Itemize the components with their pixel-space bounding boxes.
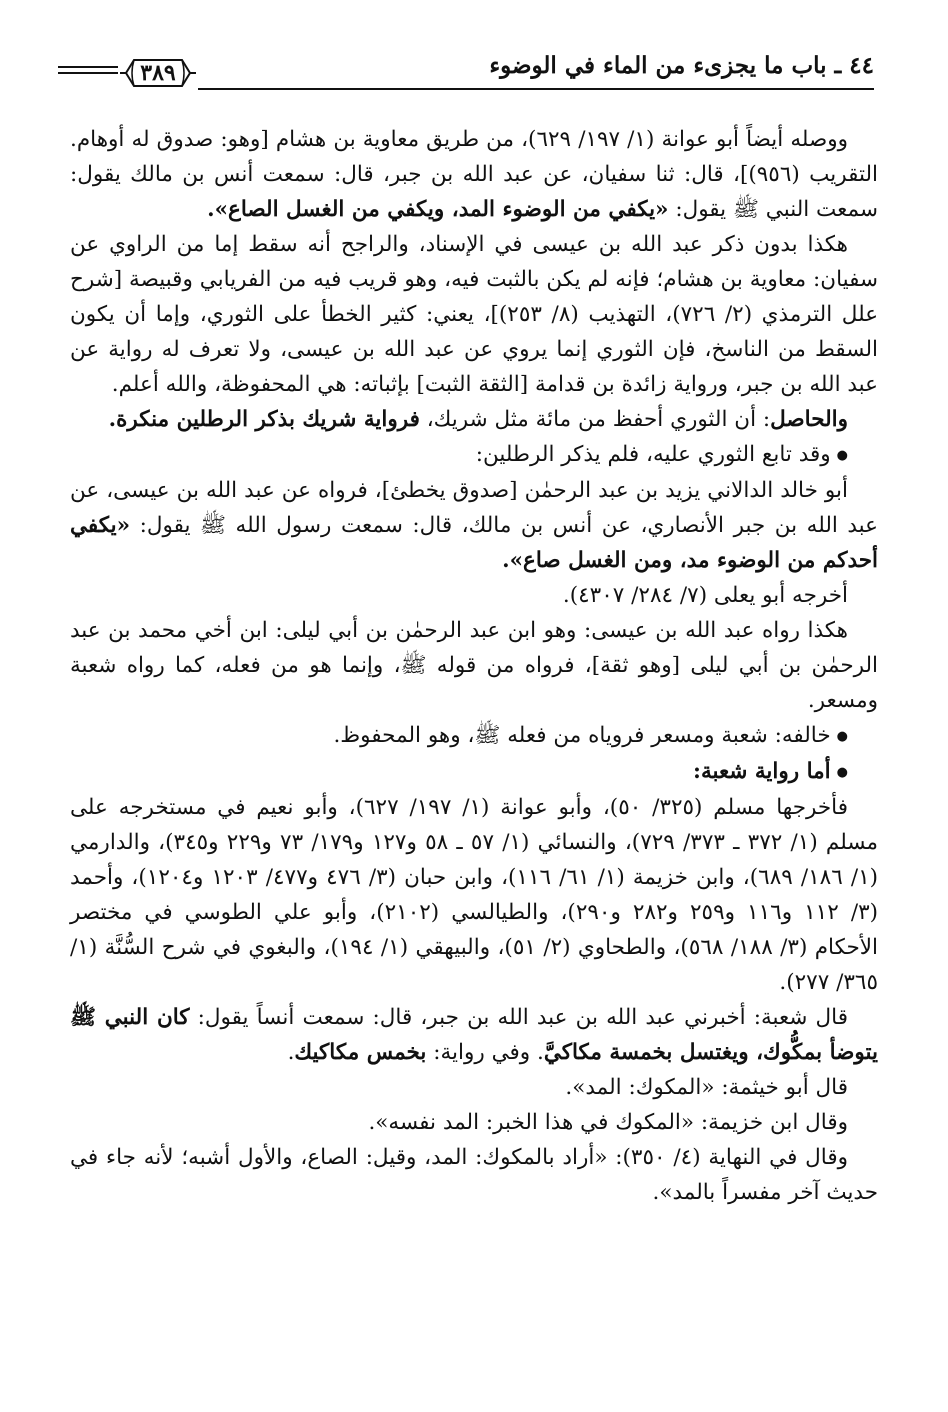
- paragraph: [70, 437, 878, 473]
- page-number: ٣٨٩: [140, 60, 176, 86]
- text-segment: هكذا بدون ذكر عبد الله بن عيسى في الإسناد، والراجح أنه سقط إما من الراوي عن سفيان: معاوية بن هشام؛ فإنه لم يكن بالثبت فيه، وهو قريب فيه من الفريابي وقبيصة [شرح علل الترمذي (٢/ ٧٢٦)، التهذيب (٨/ ٢٥٣)]، يعني: كثير الخطأ على الثوري، وإما أن يكون السقط من الناسخ، فإن الثوري إنما يروي عن عبد الله بن عيسى، ولا تعرف له رواية عن عبد الله بن جبر، ورواية زائدة بن قدامة [الثقة الثبت] بإثباته: هي المحفوظة، والله أعلم.: [70, 232, 879, 397]
- text-segment: .: [287, 1040, 295, 1065]
- text-segment: : أن الثوري أحفظ من مائة مثل شريك،: [419, 407, 771, 432]
- bold-text-segment: والحاصل: [770, 407, 848, 432]
- paragraph: [70, 227, 878, 402]
- chapter-title: ٤٤ ـ باب ما يجزىء من الماء في الوضوء: [489, 52, 874, 79]
- text-segment: أبو خالد الدالاني يزيد بن عبد الرحمٰن [صدوق يخطئ]، فرواه عن عبد الله بن عيسى، عن عبد الله بن جبر الأنصاري، عن أنس بن مالك، قال: سمعت رسول الله ﷺ يقول:: [70, 478, 878, 538]
- text-segment: قال شعبة: أخبرني عبد الله بن عبد الله بن جبر، قال: سمعت أنساً يقول:: [189, 1005, 848, 1030]
- paragraph: [70, 754, 878, 790]
- bold-text-segment: كان النبي ﷺ يتوضأ بمكُّوك، ويغتسل بخمسة مكاكيَّ: [70, 1005, 878, 1065]
- header-rule-left: [58, 66, 118, 68]
- page-number-ornament: [118, 54, 198, 92]
- body-text: [70, 122, 878, 1210]
- paragraph: [70, 790, 878, 1000]
- bold-text-segment: أما رواية شعبة:: [693, 759, 831, 784]
- text-segment: وقال في النهاية (٤/ ٣٥٠): «أراد بالمكوك: المد، وقيل: الصاع، والأول أشبه؛ لأنه جاء في حديث آخر مفسراً بالمد».: [70, 1145, 878, 1205]
- bold-text-segment: «يكفي أحدكم من الوضوء مد، ومن الغسل صاع».: [70, 513, 878, 573]
- paragraph: [70, 718, 878, 754]
- paragraph: [70, 613, 878, 718]
- paragraph: [70, 473, 878, 578]
- bullet-icon: ●: [836, 729, 848, 744]
- bold-text-segment: «يكفي من الوضوء المد، ويكفي من الغسل الصاع».: [207, 197, 669, 222]
- header-rule: [198, 88, 874, 90]
- running-header: [58, 48, 874, 94]
- text-segment: وقد تابع الثوري عليه، فلم يذكر الرطلين:: [475, 442, 831, 467]
- bullet-icon: ●: [836, 448, 848, 463]
- paragraph: [70, 1070, 878, 1105]
- header-rule-left-secondary: [58, 72, 118, 74]
- paragraph: [70, 122, 878, 227]
- text-segment: قال أبو خيثمة: «المكوك: المد».: [565, 1075, 848, 1100]
- text-segment: وقال ابن خزيمة: «المكوك في هذا الخبر: المد نفسه».: [368, 1110, 848, 1135]
- bold-text-segment: بخمس مكاكيك: [294, 1040, 427, 1065]
- paragraph: [70, 1000, 878, 1070]
- text-segment: فأخرجها مسلم (٣٢٥/ ٥٠)، وأبو عوانة (١/ ١٩٧/ ٦٢٧)، وأبو نعيم في مستخرجه على مسلم (١/ ٣٧٢ ـ ٣٧٣/ ٧٢٩)، والنسائي (١/ ٥٧ ـ ٥٨ و١٢٧ و١٧٩/ ٧٣ و٢٢٩ و٣٤٥)، والدارمي (١/ ١٨٦/ ٦٨٩)، وابن خزيمة (١/ ٦١/ ١١٦)، وابن حبان (٣/ ٤٧٦ و٤٧٧/ ١٢٠٣ و١٢٠٤)، وأحمد (٣/ ١١٢ و١١٦ و٢٥٩ و٢٨٢ و٢٩٠)، والطيالسي (٢١٠٢)، وأبو علي الطوسي في مختصر الأحكام (٣/ ١٨٨/ ٥٦٨)، والطحاوي (٢/ ٥١)، والبيهقي (١/ ١٩٤)، والبغوي في شرح السُّنَّة (١/ ٣٦٥/ ٢٧٧).: [70, 795, 879, 995]
- paragraph: [70, 402, 878, 437]
- paragraph: [70, 1140, 878, 1210]
- text-segment: ووصله أيضاً أبو عوانة (١/ ١٩٧/ ٦٢٩)، من طريق معاوية بن هشام [وهو: صدوق له أوهام. التقريب (٩٥٦)]، قال: ثنا سفيان، عن عبد الله بن جبر، قال: سمعت أنس بن مالك يقول: سمعت النبي ﷺ يقول:: [70, 127, 878, 222]
- bold-text-segment: فرواية شريك بذكر الرطلين منكرة.: [108, 407, 420, 432]
- text-segment: أخرجه أبو يعلى (٧/ ٢٨٤/ ٤٣٠٧).: [562, 583, 848, 608]
- paragraph: [70, 1105, 878, 1140]
- bullet-icon: ●: [836, 765, 848, 780]
- text-segment: هكذا رواه عبد الله بن عيسى: وهو ابن عبد الرحمٰن بن أبي ليلى: ابن أخي محمد بن عبد الرحمٰن بن أبي ليلى [وهو ثقة]، فرواه من قوله ﷺ، وإنما هو من فعله، كما رواه شعبة ومسعر.: [70, 618, 878, 713]
- text-segment: . وفي رواية:: [426, 1040, 544, 1065]
- text-segment: خالفه: شعبة ومسعر فروياه من فعله ﷺ، وهو المحفوظ.: [333, 723, 831, 748]
- paragraph: [70, 578, 878, 613]
